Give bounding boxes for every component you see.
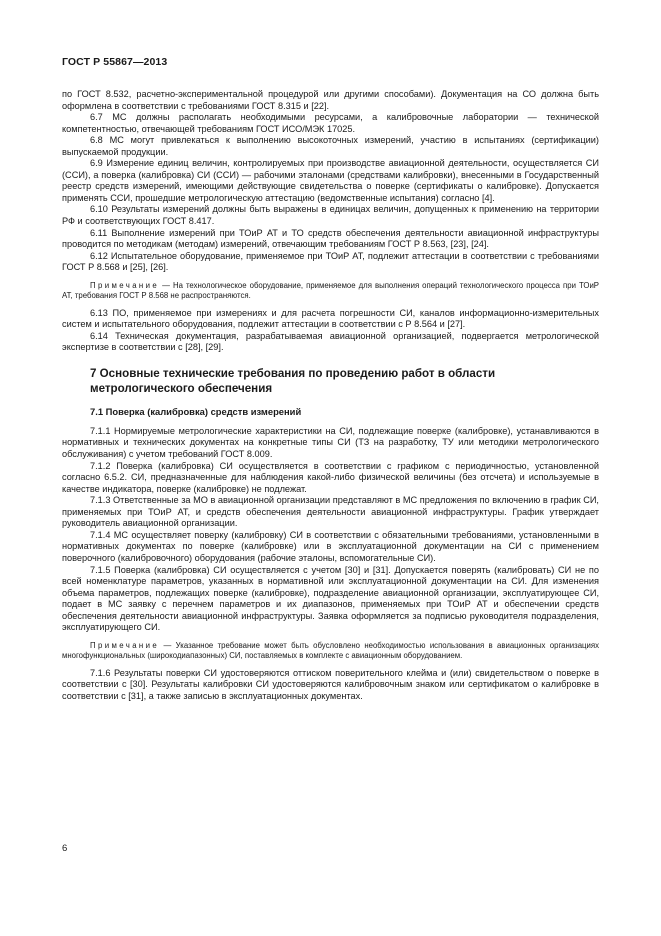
page-number: 6 <box>62 843 68 854</box>
paragraph: 7.1.1 Нормируемые метрологические характеристики на СИ, подлежащие поверке (калибровке), устанавливаются в нормативных и технических документах на конкретные типы СИ (ТЗ на разработку, ТУ или методики метрологического обслуживания) с учетом требований ГОСТ 8.009. <box>62 425 599 460</box>
paragraph: 6.9 Измерение единиц величин, контролируемых при производстве авиационной деятельности, осуществляется СИ (ССИ), а поверка (калибровка) СИ (ССИ) — рабочими эталонами (средствами калибровки), внесенными в Государственный реестр средств измерений, имеющими действующие свидетельства о поверке (сертификаты о калибровке). Допускается применять ССИ, прошедшие метрологическую аттестацию (ведомственные испытания) согласно [4]. <box>62 158 599 203</box>
paragraph: 7.1.4 МС осуществляет поверку (калибровку) СИ в соответствии с обязательными требованиями, установленными в нормативных документах по поверке (калибровке) или в эксплуатационной документации на СИ с применением поверочного (калибровочного) оборудования (рабочие эталоны, вспомогательные СИ). <box>62 529 599 563</box>
note-text: — Указанное требование может быть обусловлено необходимостью использования в авиационных организациях многофункциональных (широкодиапазонных) СИ, поставляемых в комплекте с авиационным оборудованием. <box>62 640 599 660</box>
paragraph: 7.1.6 Результаты поверки СИ удостоверяются оттиском поверительного клейма и (или) свидетельством о поверке в соответствии с [30]. Результаты калибровки СИ удостоверяются калибровочным знаком или сертификатом о калибровке в соответствии с [31], а также записью в эксплуатационных документах. <box>62 667 599 701</box>
note-label: Примечание <box>90 280 160 290</box>
page-body <box>62 89 599 702</box>
paragraph: 6.7 МС должны располагать необходимыми ресурсами, а калибровочные лаборатории — технической компетентностью, отвечающей требованиям ГОСТ ИСО/МЭК 17025. <box>62 112 599 134</box>
paragraph: 7.1.2 Поверка (калибровка) СИ осуществляется в соответствии с графиком с периодичностью, установленной согласно 6.5.2. СИ, предназначенные для наблюдения какой-либо физической величины (без отсчета) и используемые в качестве индикатора, поверке (калибровке) не подлежат. <box>62 460 599 494</box>
paragraph: 7.1.3 Ответственные за МО в авиационной организации представляют в МС предложения по включению в график СИ, применяемых при ТОиР АТ, и средств обеспечения деятельности авиационной инфраструктуры. График утверждает руководитель авиационной организации. <box>62 495 599 529</box>
paragraph: 6.13 ПО, применяемое при измерениях и для расчета погрешности СИ, каналов информационно-измерительных систем и испытательного оборудования, подлежит аттестации в соответствии с Р 8.564 и [27]. <box>62 307 599 330</box>
note <box>62 281 599 301</box>
paragraph: 7.1.5 Поверка (калибровка) СИ осуществляется с учетом [30] и [31]. Допускается поверять (калибровать) СИ не по всей номенклатуре параметров, указанных в нормативной или эксплуатационной документации на СИ. Для изменения объема параметров, подлежащих поверке (калибровке), подразделение авиационной организации, эксплуатирующее СИ, подает в МС заявку с перечнем параметров и их диапазонов, применяемых при ТОиР АТ и обеспечении средств обеспечения деятельности авиационной инфраструктуры. Заявка оформляется за подписью руководителя подразделения, эксплуатирующего СИ. <box>62 564 599 633</box>
note <box>62 641 599 661</box>
paragraph: 6.12 Испытательное оборудование, применяемое при ТОиР АТ, подлежит аттестации в соответствии с требованиями ГОСТ Р 8.568 и [25], [26]. <box>62 250 599 273</box>
paragraph: 6.10 Результаты измерений должны быть выражены в единицах величин, допущенных к применению на территории РФ и соответствующих ГОСТ 8.417. <box>62 204 599 227</box>
paragraph: 6.11 Выполнение измерений при ТОиР АТ и ТО средств обеспечения деятельности авиационной инфраструктуры проводится по методикам (методам) измерений, отвечающим требованиям ГОСТ Р 8.563, [23], [24]. <box>62 227 599 250</box>
paragraph: 6.14 Техническая документация, разрабатываемая авиационной организацией, подвергается метрологической экспертизе в соответствии с [28], [29]. <box>62 330 599 353</box>
note-text: — На технологическое оборудование, применяемое для выполнения операций технологического процесса при ТОиР АТ, требования ГОСТ Р 8.568 не распространяются. <box>62 280 599 300</box>
note-label: Примечание <box>90 640 160 650</box>
subsection-heading: 7.1 Поверка (калибровка) средств измерений <box>90 405 302 417</box>
section-heading: 7 Основные технические требования по проведению работ в области метрологического обеспечения <box>90 366 496 395</box>
paragraph: 6.8 МС могут привлекаться к выполнению высокоточных измерений, участию в испытаниях (сертификации) выпускаемой продукции. <box>62 135 599 157</box>
document-header: ГОСТ Р 55867—2013 <box>62 56 168 68</box>
paragraph: по ГОСТ 8.532, расчетно-экспериментальной процедурой или другими способами). Документация на СО должна быть оформлена в соответствии с требованиями ГОСТ 8.315 и [22]. <box>62 89 599 111</box>
